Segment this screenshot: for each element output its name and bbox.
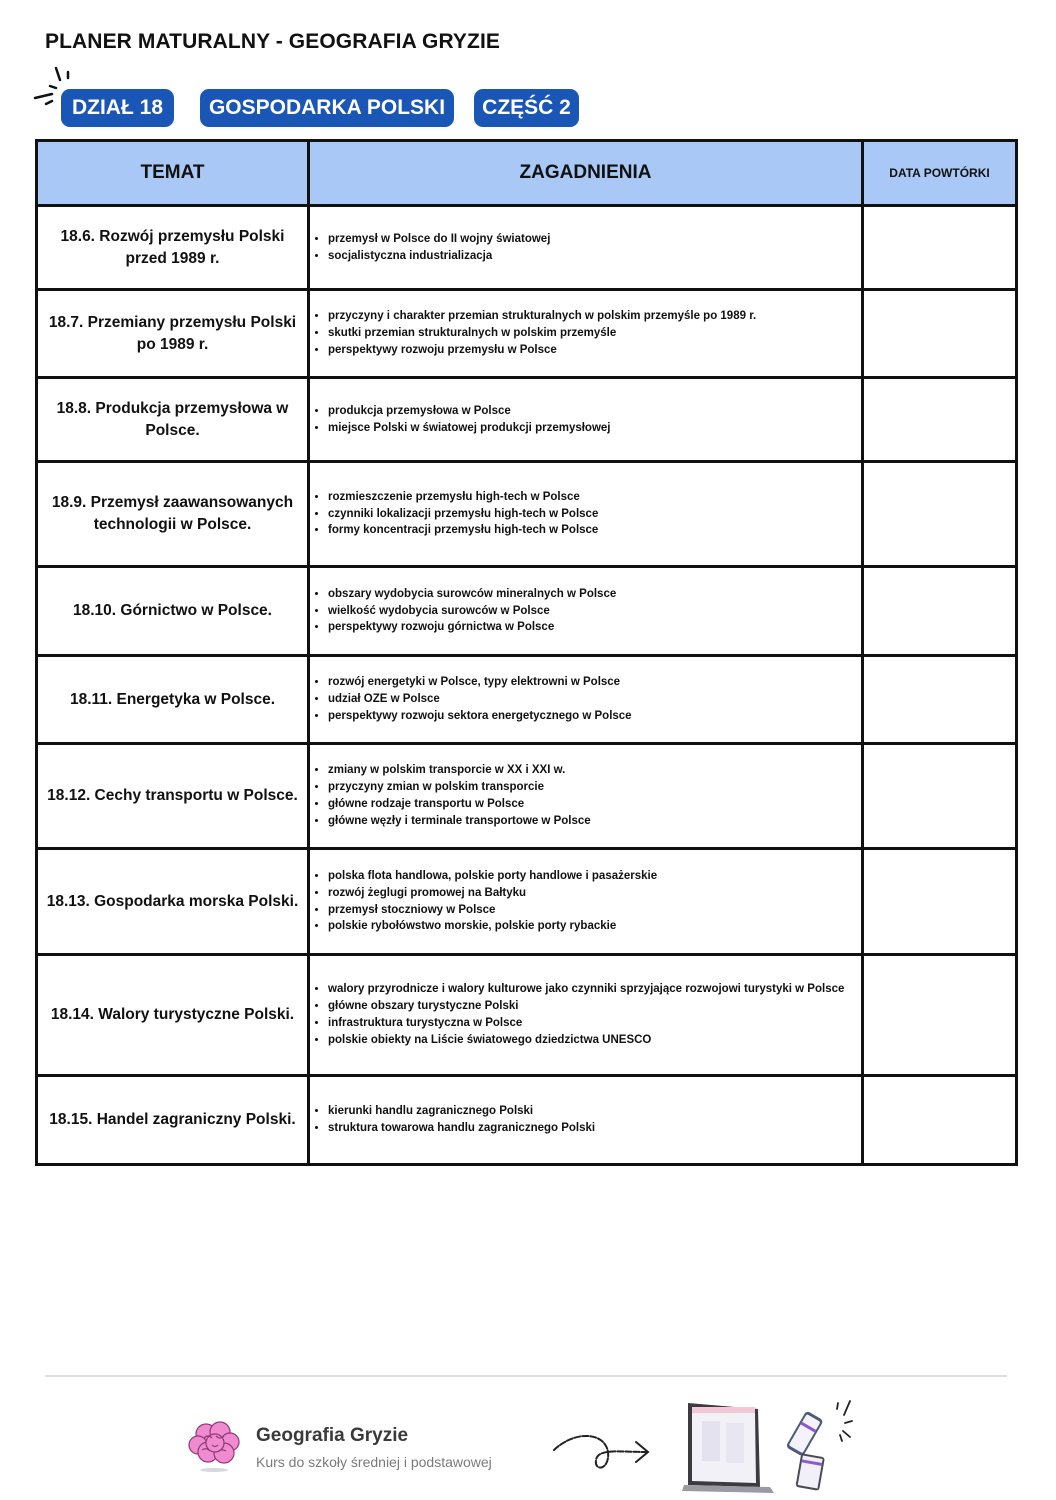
part-badge: CZĘŚĆ 2 (474, 89, 579, 127)
review-date-cell[interactable] (863, 1076, 1017, 1165)
review-date-cell[interactable] (863, 955, 1017, 1076)
topic-cell: 18.15. Handel zagraniczny Polski. (37, 1076, 309, 1165)
issues-cell (309, 567, 863, 656)
brand-tagline: Kurs do szkoły średniej i podstawowej (256, 1454, 492, 1470)
issues-cell (309, 1076, 863, 1165)
issues-list (310, 1103, 861, 1137)
issue-item: • walory przyrodnicze i walory kulturowe jako czynniki sprzyjające rozwojowi turystyki w Polsce (328, 981, 861, 998)
review-date-cell[interactable] (863, 656, 1017, 744)
topic-cell: 18.12. Cechy transportu w Polsce. (37, 744, 309, 849)
issues-list (310, 489, 861, 539)
table-row (37, 462, 1017, 567)
planner-table (35, 139, 1018, 1166)
issues-cell (309, 378, 863, 462)
brain-logo-icon (186, 1418, 242, 1474)
issue-item: • perspektywy rozwoju sektora energetycznego w Polsce (328, 708, 861, 725)
issue-item: • skutki przemian strukturalnych w polskim przemyśle (328, 325, 861, 342)
issue-item: • rozwój energetyki w Polsce, typy elektrowni w Polsce (328, 674, 861, 691)
issue-item: • polskie rybołówstwo morskie, polskie porty rybackie (328, 918, 861, 935)
issues-cell (309, 656, 863, 744)
review-date-cell[interactable] (863, 567, 1017, 656)
issue-item: • udział OZE w Polsce (328, 691, 861, 708)
table-row (37, 206, 1017, 290)
table-header-row (37, 141, 1017, 206)
column-header-temat: TEMAT (37, 141, 309, 206)
issue-item: • wielkość wydobycia surowców w Polsce (328, 603, 861, 620)
table-row (37, 290, 1017, 378)
issues-list (310, 868, 861, 935)
issue-item: • socjalistyczna industrializacja (328, 248, 861, 265)
table-row (37, 955, 1017, 1076)
table-row (37, 378, 1017, 462)
issues-cell (309, 206, 863, 290)
issue-item: • produkcja przemysłowa w Polsce (328, 403, 861, 420)
footer-divider (45, 1375, 1007, 1377)
issues-list (310, 308, 861, 358)
issue-item: • formy koncentracji przemysłu high-tech w Polsce (328, 522, 861, 539)
column-header-data-powtorki: DATA POWTÓRKI (863, 141, 1017, 206)
table-row (37, 849, 1017, 955)
column-header-zagadnienia: ZAGADNIENIA (309, 141, 863, 206)
topic-cell: 18.6. Rozwój przemysłu Polski przed 1989 r. (37, 206, 309, 290)
topic-cell: 18.13. Gospodarka morska Polski. (37, 849, 309, 955)
topic-cell: 18.14. Walory turystyczne Polski. (37, 955, 309, 1076)
issue-item: • polskie obiekty na Liście światowego dziedzictwa UNESCO (328, 1032, 861, 1049)
table-body (37, 206, 1017, 1165)
table-row (37, 1076, 1017, 1165)
topic-cell: 18.11. Energetyka w Polsce. (37, 656, 309, 744)
table-row (37, 744, 1017, 849)
issues-cell (309, 462, 863, 567)
chapter-title-badge: GOSPODARKA POLSKI (200, 89, 454, 127)
table-row (37, 656, 1017, 744)
topic-cell: 18.8. Produkcja przemysłowa w Polsce. (37, 378, 309, 462)
issue-item: • główne węzły i terminale transportowe w Polsce (328, 813, 861, 830)
brand-name: Geografia Gryzie (256, 1425, 409, 1446)
issues-cell (309, 744, 863, 849)
review-date-cell[interactable] (863, 744, 1017, 849)
issue-item: • zmiany w polskim transporcie w XX i XXI w. (328, 762, 861, 779)
chapter-badge: DZIAŁ 18 (61, 89, 174, 127)
issues-cell (309, 849, 863, 955)
page-title: PLANER MATURALNY - GEOGRAFIA GRYZIE (45, 30, 500, 53)
issue-item: • obszary wydobycia surowców mineralnych w Polsce (328, 586, 861, 603)
topic-cell: 18.9. Przemysł zaawansowanych technologii w Polsce. (37, 462, 309, 567)
issue-item: • miejsce Polski w światowej produkcji przemysłowej (328, 420, 861, 437)
issues-cell (309, 290, 863, 378)
issues-list (310, 586, 861, 636)
issue-item: • infrastruktura turystyczna w Polsce (328, 1015, 861, 1032)
issue-item: • rozmieszczenie przemysłu high-tech w Polsce (328, 489, 861, 506)
issue-item: • główne rodzaje transportu w Polsce (328, 796, 861, 813)
issues-list (310, 403, 861, 437)
issues-list (310, 981, 861, 1048)
table-row (37, 567, 1017, 656)
devices-illustration (680, 1395, 870, 1495)
issue-item: • polska flota handlowa, polskie porty handlowe i pasażerskie (328, 868, 861, 885)
issue-item: • czynniki lokalizacji przemysłu high-tech w Polsce (328, 506, 861, 523)
issue-item: • perspektywy rozwoju przemysłu w Polsce (328, 342, 861, 359)
issue-item: • kierunki handlu zagranicznego Polski (328, 1103, 861, 1120)
issue-item: • rozwój żeglugi promowej na Bałtyku (328, 885, 861, 902)
topic-cell: 18.10. Górnictwo w Polsce. (37, 567, 309, 656)
issues-cell (309, 955, 863, 1076)
curly-arrow-icon (550, 1420, 660, 1480)
issue-item: • przyczyny i charakter przemian strukturalnych w polskim przemyśle po 1989 r. (328, 308, 861, 325)
review-date-cell[interactable] (863, 462, 1017, 567)
issue-item: • przemysł stoczniowy w Polsce (328, 902, 861, 919)
review-date-cell[interactable] (863, 378, 1017, 462)
issue-item: • przyczyny zmian w polskim transporcie (328, 779, 861, 796)
review-date-cell[interactable] (863, 849, 1017, 955)
review-date-cell[interactable] (863, 290, 1017, 378)
topic-cell: 18.7. Przemiany przemysłu Polski po 1989 r. (37, 290, 309, 378)
issues-list (310, 762, 861, 829)
issue-item: • przemysł w Polsce do II wojny światowej (328, 231, 861, 248)
issue-item: • struktura towarowa handlu zagranicznego Polski (328, 1120, 861, 1137)
issues-list (310, 674, 861, 724)
issue-item: • główne obszary turystyczne Polski (328, 998, 861, 1015)
issue-item: • perspektywy rozwoju górnictwa w Polsce (328, 619, 861, 636)
review-date-cell[interactable] (863, 206, 1017, 290)
issues-list (310, 231, 861, 265)
